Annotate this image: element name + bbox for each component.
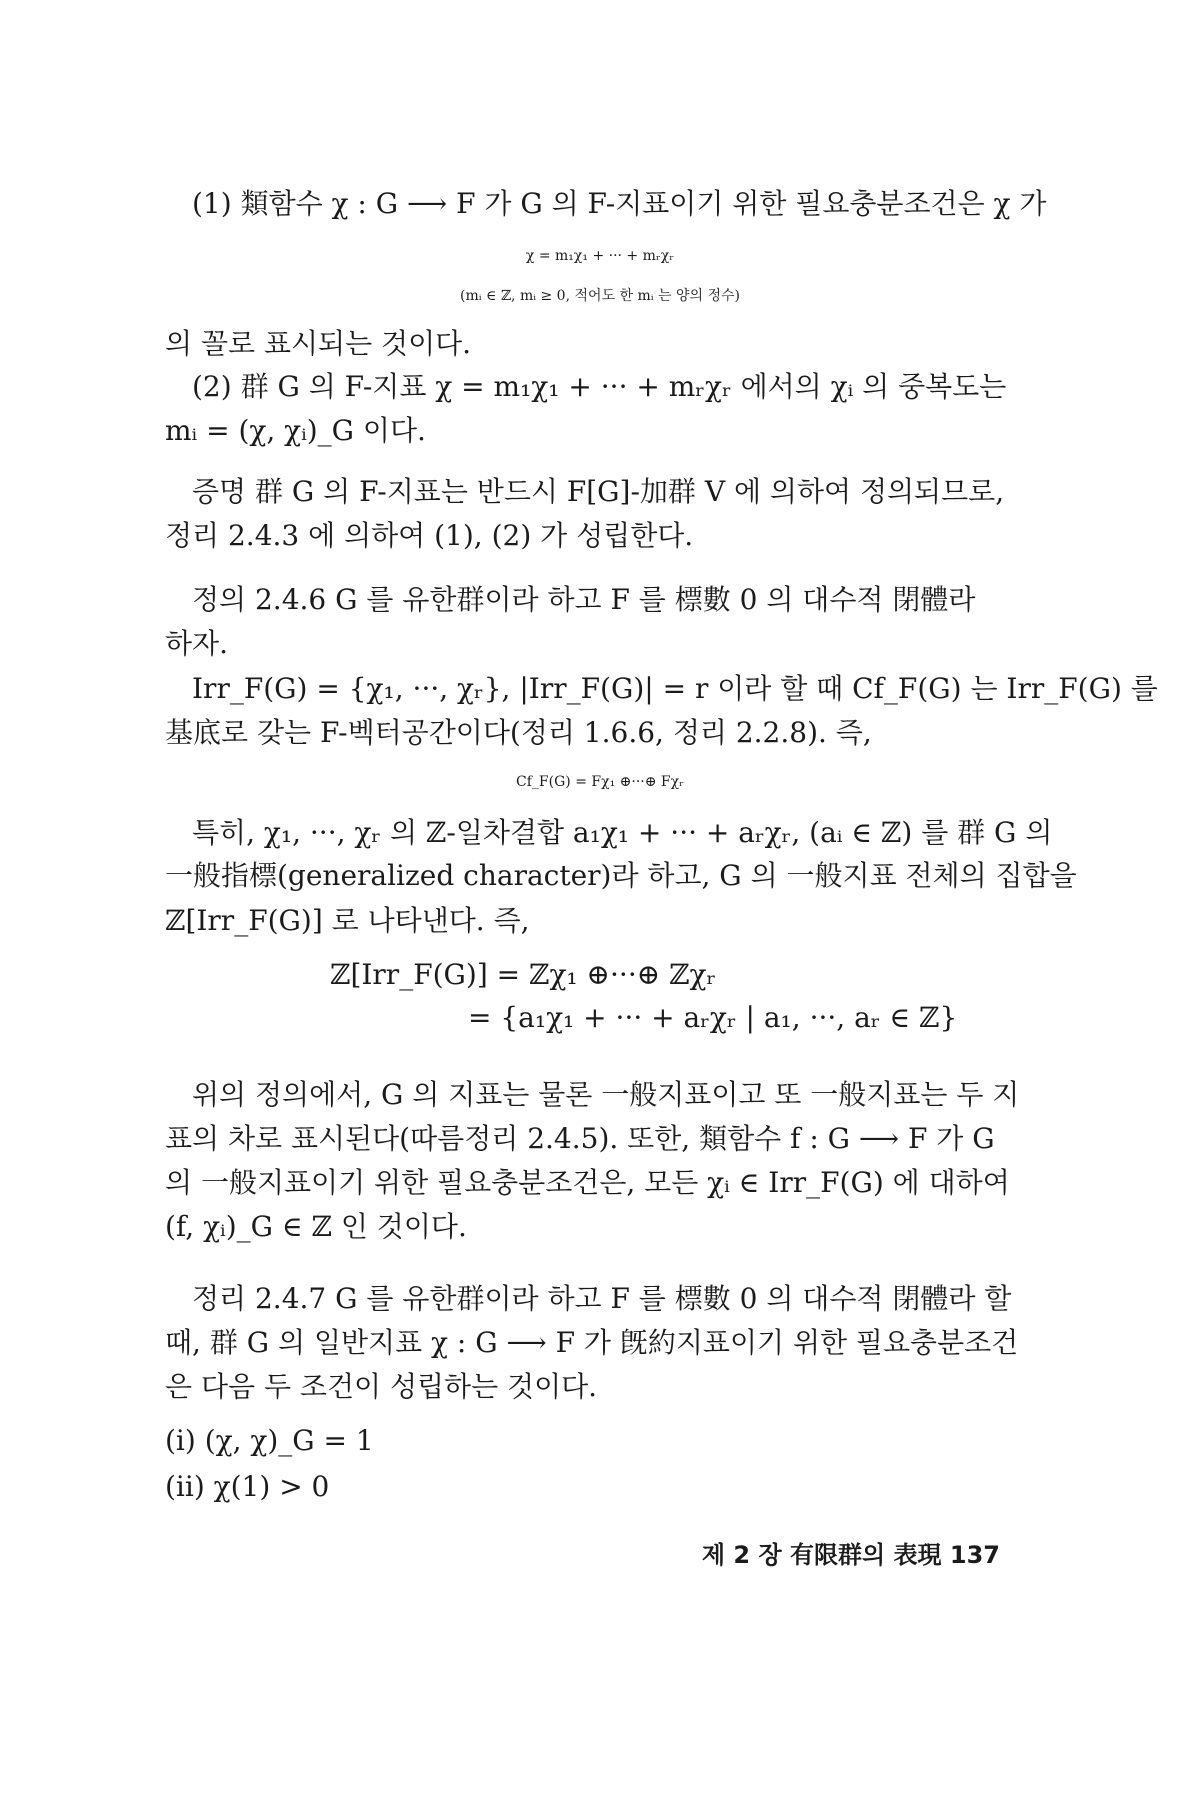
text-line: 은 다음 두 조건이 성립하는 것이다. (165, 1370, 598, 1403)
page-footer: 제 2 장 有限群의 表現 137 (701, 1541, 1000, 1569)
text-line: 하자. (165, 627, 228, 660)
text-line: ℤ[Irr_F(G)] 로 나타낸다. 즉, (165, 904, 530, 937)
text-line: 一般指標(generalized character)라 하고, G 의 一般지표 전체의 집합을 (165, 859, 1077, 892)
text-line: 의 一般지표이기 위한 필요충분조건은, 모든 χᵢ ∈ Irr_F(G) 에 대하여 (165, 1166, 1010, 1199)
condition-line: (i) (χ, χ)_G = 1 (165, 1424, 374, 1457)
text-line: 표의 차로 표시된다(따름정리 2.4.5). 또한, 類함수 f : G ⟶ F 가 G (165, 1122, 995, 1155)
condition-line: (ii) χ(1) > 0 (165, 1470, 330, 1503)
equation-line: mᵢ = (χ, χᵢ)_G 이다. (165, 414, 426, 447)
equation-line: = {a₁χ₁ + ··· + aᵣχᵣ | a₁, ···, aᵣ ∈ ℤ} (468, 1001, 958, 1034)
text-line: 정리 2.4.3 에 의하여 (1), (2) 가 성립한다. (165, 519, 694, 552)
text-line: 위의 정의에서, G 의 지표는 물론 一般지표이고 또 一般지표는 두 지 (192, 1078, 1020, 1111)
equation-line: χ = m₁χ₁ + ··· + mᵣχᵣ (525, 248, 675, 264)
text-line: (f, χᵢ)_G ∈ ℤ 인 것이다. (165, 1210, 467, 1243)
text-line: 특히, χ₁, ···, χᵣ 의 ℤ-일차결합 a₁χ₁ + ··· + aᵣχᵣ, (aᵢ ∈ ℤ) 를 群 G 의 (192, 816, 1053, 849)
text-line: (2) 群 G 의 F-지표 χ = m₁χ₁ + ··· + mᵣχᵣ 에서의 χᵢ 의 중복도는 (192, 370, 1007, 403)
text-line: Irr_F(G) = {χ₁, ···, χᵣ}, |Irr_F(G)| = r 이라 할 때 Cf_F(G) 는 Irr_F(G) 를 (192, 672, 1158, 705)
text-line: 基底로 갖는 F-벡터공간이다(정리 1.6.6, 정리 2.2.8). 즉, (165, 716, 872, 749)
text-line: (1) 類함수 χ : G ⟶ F 가 G 의 F-지표이기 위한 필요충분조건은 χ 가 (192, 187, 1047, 220)
text-line: (mᵢ ∈ ℤ, mᵢ ≥ 0, 적어도 한 mᵢ 는 양의 정수) (460, 288, 740, 304)
text-line: 의 꼴로 표시되는 것이다. (165, 327, 472, 360)
equation-line: Cf_F(G) = Fχ₁ ⊕···⊕ Fχᵣ (516, 774, 684, 790)
equation-line: ℤ[Irr_F(G)] = ℤχ₁ ⊕···⊕ ℤχᵣ (330, 958, 717, 991)
definition-heading-line: 정의 2.4.6 G 를 유한群이라 하고 F 를 標數 0 의 대수적 閉體라 (192, 583, 976, 616)
theorem-heading-line: 정리 2.4.7 G 를 유한群이라 하고 F 를 標數 0 의 대수적 閉體라 할 (192, 1282, 1012, 1315)
text-line: 때, 群 G 의 일반지표 χ : G ⟶ F 가 旣約지표이기 위한 필요충분조건 (165, 1326, 1019, 1359)
proof-line: 증명 群 G 의 F-지표는 반드시 F[G]-加群 V 에 의하여 정의되므로, (192, 475, 1005, 508)
